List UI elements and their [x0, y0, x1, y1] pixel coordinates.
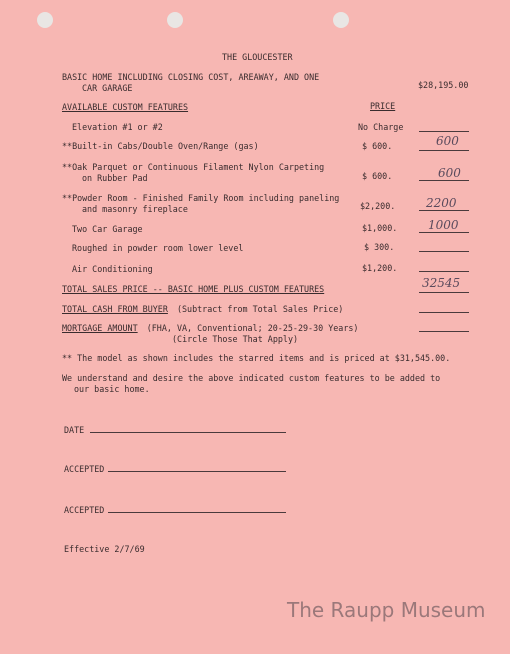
feature-price: $ 300. [364, 242, 395, 252]
accepted-label: ACCEPTED [64, 464, 105, 474]
feature-price: $1,000. [362, 223, 398, 233]
total-cash-label: TOTAL CASH FROM BUYER [62, 304, 168, 314]
accepted-line[interactable] [108, 471, 286, 472]
understand-line2: our basic home. [74, 384, 150, 394]
feature-price: No Charge [358, 122, 404, 132]
punch-hole-left [37, 12, 53, 28]
feature-label-cont: on Rubber Pad [82, 173, 148, 183]
feature-label: Two Car Garage [72, 224, 143, 234]
handwritten-amount: 600 [436, 134, 459, 148]
feature-blank [419, 131, 469, 132]
accepted-line[interactable] [108, 512, 286, 513]
total-cash-row [62, 304, 343, 314]
punch-hole-middle [167, 12, 183, 28]
feature-label: **Oak Parquet or Continuous Filament Nylon Carpeting [62, 162, 325, 172]
understand-line1: We understand and desire the above indicated custom features to be added to [62, 373, 441, 383]
total-cash-blank [419, 312, 469, 313]
feature-label: **Powder Room - Finished Family Room including paneling [62, 193, 340, 203]
price-header: PRICE [370, 101, 396, 111]
mortgage-row [62, 323, 358, 333]
total-sales-blank [419, 292, 469, 293]
mortgage-label: MORTGAGE AMOUNT [62, 323, 138, 333]
base-line2: CAR GARAGE [82, 83, 133, 93]
feature-blank [419, 180, 469, 181]
feature-price: $ 600. [362, 171, 393, 181]
base-price: $28,195.00 [418, 80, 469, 90]
handwritten-amount: 600 [438, 166, 461, 180]
feature-blank [419, 271, 469, 272]
effective-date: Effective 2/7/69 [64, 544, 145, 554]
base-line1: BASIC HOME INCLUDING CLOSING COST, AREAWAY, AND ONE [62, 72, 320, 82]
museum-watermark: The Raupp Museum [287, 598, 486, 622]
mortgage-blank [419, 331, 469, 332]
features-header: AVAILABLE CUSTOM FEATURES [62, 102, 189, 112]
feature-blank [419, 251, 469, 252]
feature-label: Elevation #1 or #2 [72, 122, 163, 132]
feature-price: $1,200. [362, 263, 398, 273]
feature-label: **Built-in Cabs/Double Oven/Range (gas) [62, 141, 259, 151]
handwritten-amount: 2200 [426, 196, 457, 210]
total-sales-label: TOTAL SALES PRICE -- BASIC HOME PLUS CUSTOM FEATURES [62, 284, 325, 294]
mortgage-note2: (Circle Those That Apply) [172, 334, 299, 344]
accepted-label: ACCEPTED [64, 505, 105, 515]
feature-label: Roughed in powder room lower level [72, 243, 244, 253]
feature-blank [419, 210, 469, 211]
handwritten-total: 32545 [422, 276, 461, 290]
starred-note: ** The model as shown includes the starred items and is priced at $31,545.00. [62, 353, 451, 363]
date-label: DATE [64, 425, 85, 435]
mortgage-note: (FHA, VA, Conventional; 20-25-29-30 Years) [146, 323, 359, 333]
date-line[interactable] [90, 432, 286, 433]
feature-blank [419, 232, 469, 233]
document-title: THE GLOUCESTER [222, 52, 293, 62]
feature-label: Air Conditioning [72, 264, 153, 274]
feature-price: $2,200. [360, 201, 396, 211]
total-cash-note: (Subtract from Total Sales Price) [176, 304, 344, 314]
feature-price: $ 600. [362, 141, 393, 151]
feature-label-cont: and masonry fireplace [82, 204, 188, 214]
handwritten-amount: 1000 [428, 218, 459, 232]
punch-hole-right [333, 12, 349, 28]
feature-blank [419, 150, 469, 151]
